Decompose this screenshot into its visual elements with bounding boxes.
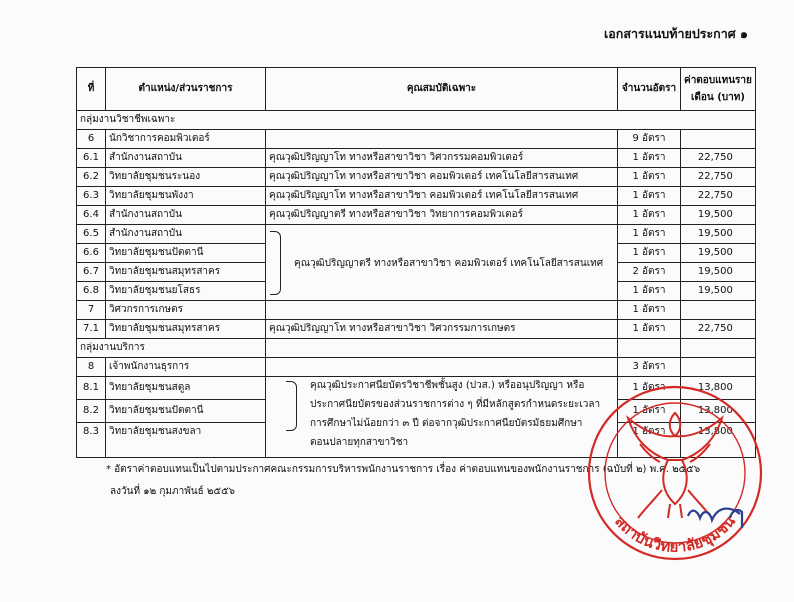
row-count: 1 อัตรา [618,187,681,206]
section-no: 8 [77,358,106,377]
row-pay: 13,800 [681,377,756,400]
row-no: 6.4 [77,206,106,225]
row-count: 1 อัตรา [618,206,681,225]
row-no: 7.1 [77,320,106,339]
garuda-seal-icon [580,378,770,568]
section-row-6 [77,130,756,149]
row-count: 1 อัตรา [618,400,681,423]
header-position: ตำแหน่ง/ส่วนราชการ [106,68,266,111]
document-reference: เอกสารแนบท้ายประกาศ ๑ [603,26,748,41]
row-unit: วิทยาลัยชุมชนระนอง [106,168,266,187]
row-count: 1 อัตรา [618,282,681,301]
header-pay [681,68,756,111]
header-qualification: คุณสมบัติเฉพาะ [266,68,618,111]
row-pay: 13,800 [681,423,756,458]
section-no: 6 [77,130,106,149]
shared-qualification-cell [266,225,618,301]
table-row [77,168,756,187]
row-count: 1 อัตรา [618,225,681,244]
row-count: 1 อัตรา [618,149,681,168]
service-qualification-cell [266,377,618,458]
section-count: 9 อัตรา [618,130,681,149]
section-row-7 [77,301,756,320]
seal-arc-text: สถาบันวิทยาลัยชุมชน [611,512,739,556]
row-unit: สำนักงานสถาบัน [106,149,266,168]
group-row-service [77,339,756,358]
row-no: 6.2 [77,168,106,187]
right-brace-icon [270,231,281,295]
row-count: 1 อัตรา [618,423,681,458]
section-row-8 [77,358,756,377]
qual-line: ตอนปลายทุกสาขาวิชา [310,437,409,448]
row-unit: สำนักงานสถาบัน [106,225,266,244]
header-pay-line2: เดือน (บาท) [690,92,745,103]
row-qualification: คุณวุฒิปริญญาโท ทางหรือสาขาวิชา คอมพิวเตอร์ เทคโนโลยีสารสนเทศ [266,168,618,187]
qual-line: การศึกษาไม่น้อยกว่า ๓ ปี ต่อจากวุฒิประกาศนียบัตรมัธยมศึกษา [310,418,583,429]
row-pay: 22,750 [681,320,756,339]
row-no: 8.1 [77,377,106,400]
row-pay: 22,750 [681,168,756,187]
right-brace-icon [286,381,297,431]
section-title: นักวิชาการคอมพิวเตอร์ [106,130,266,149]
group-row-professional [77,111,756,130]
group-label: กลุ่มงานวิชาชีพเฉพาะ [77,111,756,130]
footnote-line2: ลงวันที่ ๑๒ กุมภาพันธ์ ๒๕๕๖ [110,486,235,497]
qual-line: ประกาศนียบัตรของส่วนราชการต่าง ๆ ที่มีหลักสูตรกำหนดระยะเวลา [310,399,601,410]
footnote-line1: * อัตราค่าตอบแทนเป็นไปตามประกาศคณะกรรมการบริหารพนักงานราชการ เรื่อง ค่าตอบแทนของพนักงานราชการ (ฉบับที่ ๒) พ.ศ. ๒๕๕๖ [106,464,701,475]
row-count: 1 อัตรา [618,320,681,339]
row-count: 2 อัตรา [618,263,681,282]
row-unit: วิทยาลัยชุมชนสงขลา [106,423,266,458]
row-no: 6.7 [77,263,106,282]
row-pay: 19,500 [681,225,756,244]
section-title: เจ้าพนักงานธุรการ [106,358,266,377]
row-unit: วิทยาลัยชุมชนสมุทรสาคร [106,263,266,282]
row-no: 6.6 [77,244,106,263]
header-pay-line1: ค่าตอบแทนราย [684,75,752,86]
row-pay: 19,500 [681,263,756,282]
row-no: 8.3 [77,423,106,458]
table-row [77,225,756,244]
row-unit: วิทยาลัยชุมชนสมุทรสาคร [106,320,266,339]
row-unit: สำนักงานสถาบัน [106,206,266,225]
row-qualification: คุณวุฒิปริญญาตรี ทางหรือสาขาวิชา วิทยาการคอมพิวเตอร์ [266,206,618,225]
row-pay: 19,500 [681,244,756,263]
row-unit: วิทยาลัยชุมชนพังงา [106,187,266,206]
qual-line: คุณวุฒิประกาศนียบัตรวิชาชีพชั้นสูง (ปวส.) หรืออนุปริญญา หรือ [310,380,585,391]
row-unit: วิทยาลัยชุมชนปัตตานี [106,244,266,263]
table-row [77,206,756,225]
group-label: กลุ่มงานบริการ [77,339,266,358]
section-title: วิศวกรการเกษตร [106,301,266,320]
table-row [77,149,756,168]
row-pay: 19,500 [681,206,756,225]
table-header-row [77,68,756,111]
row-count: 1 อัตรา [618,168,681,187]
shared-qualification: คุณวุฒิปริญญาตรี ทางหรือสาขาวิชา คอมพิวเตอร์ เทคโนโลยีสารสนเทศ [294,258,604,269]
row-count: 1 อัตรา [618,244,681,263]
table-row [77,320,756,339]
row-unit: วิทยาลัยชุมชนยโสธร [106,282,266,301]
section-no: 7 [77,301,106,320]
row-count: 1 อัตรา [618,377,681,400]
row-qualification: คุณวุฒิปริญญาโท ทางหรือสาขาวิชา คอมพิวเตอร์ เทคโนโลยีสารสนเทศ [266,187,618,206]
table-row [77,187,756,206]
row-pay: 19,500 [681,282,756,301]
row-pay: 13,800 [681,400,756,423]
header-count: จำนวนอัตรา [618,68,681,111]
row-no: 6.3 [77,187,106,206]
row-pay: 22,750 [681,187,756,206]
row-qualification: คุณวุฒิปริญญาโท ทางหรือสาขาวิชา วิศวกรรมการเกษตร [266,320,618,339]
row-no: 6.8 [77,282,106,301]
row-pay: 22,750 [681,149,756,168]
row-qualification: คุณวุฒิปริญญาโท ทางหรือสาขาวิชา วิศวกรรมคอมพิวเตอร์ [266,149,618,168]
section-count: 3 อัตรา [618,358,681,377]
section-count: 1 อัตรา [618,301,681,320]
header-no: ที่ [77,68,106,111]
row-no: 6.1 [77,149,106,168]
service-qualification [310,377,600,453]
row-no: 8.2 [77,400,106,423]
row-unit: วิทยาลัยชุมชนสตูล [106,377,266,400]
row-unit: วิทยาลัยชุมชนปัตตานี [106,400,266,423]
row-no: 6.5 [77,225,106,244]
